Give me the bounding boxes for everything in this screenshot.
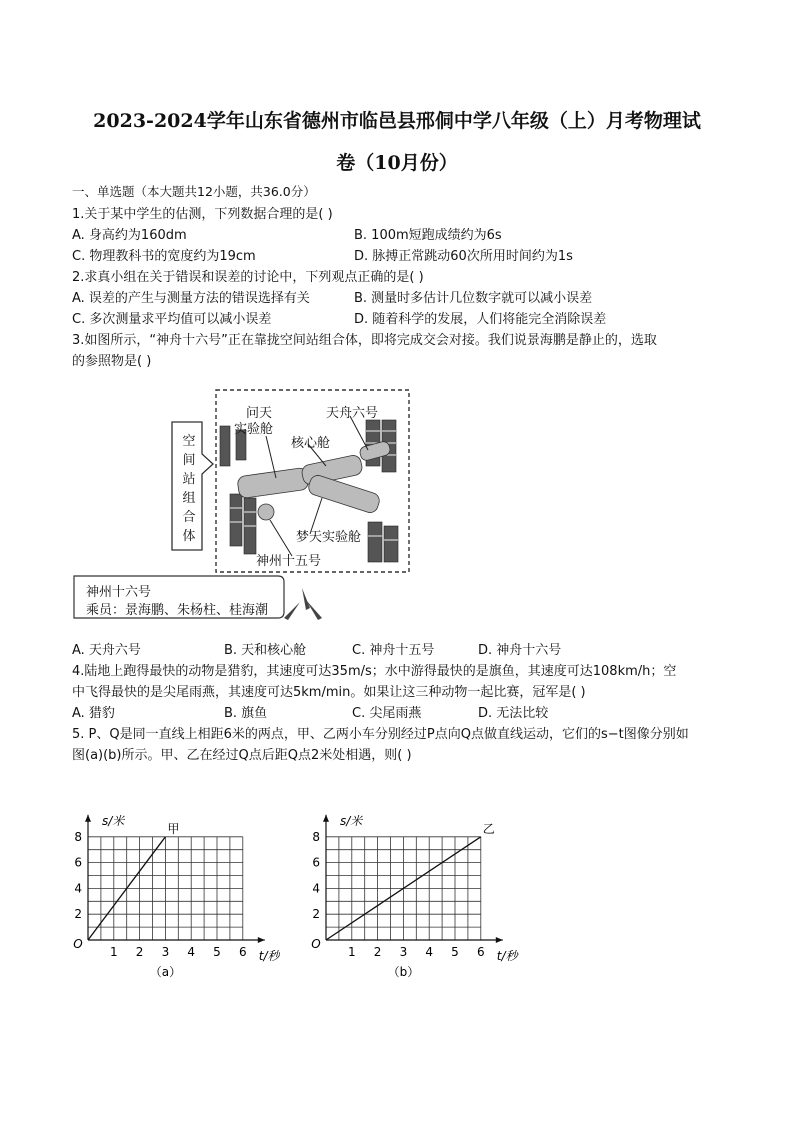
x-axis-label: t/秒	[258, 949, 280, 963]
y-axis-label: s/米	[340, 813, 363, 828]
station-combo-label	[179, 432, 199, 546]
y-axis-arrow	[323, 815, 329, 822]
question-5-stem-continued: 图(a)(b)所示。甲、乙在经过Q点后距Q点2米处相遇，则( )	[72, 748, 412, 763]
y-tick-label: 8	[312, 829, 320, 844]
x-tick-label: 2	[135, 945, 144, 959]
origin-label: O	[311, 937, 321, 951]
y-axis-label: s/米	[102, 813, 125, 828]
origin-label: O	[73, 937, 83, 951]
x-tick-label: 5	[451, 945, 459, 959]
y-tick-label: 4	[74, 881, 82, 896]
page-title: 2023-2024学年山东省德州市临邑县邢侗中学八年级（上）月考物理试	[93, 110, 701, 132]
mengtian-label: 梦天实验舱	[296, 530, 362, 545]
chart-b	[300, 782, 530, 992]
station-label-char: 体	[182, 529, 196, 544]
x-tick-label: 1	[109, 945, 118, 959]
q4-option-a: A. 猎豹	[72, 706, 115, 721]
chart-a	[70, 782, 280, 982]
page-title-continued: 卷（10月份）	[336, 152, 458, 174]
q2-option-d: D. 随着科学的发展，人们将能完全消除误差	[354, 312, 607, 327]
station-label-char: 间	[182, 453, 196, 468]
station-label-char: 空	[182, 434, 196, 449]
y-tick-label: 2	[312, 907, 320, 922]
x-tick-label: 3	[399, 945, 408, 959]
shenzhou16-crew: 乘员：景海鹏、朱杨柱、桂海潮	[86, 603, 269, 618]
q1-option-b: B. 100m短跑成绩约为6s	[354, 228, 502, 243]
shenzhou15-label: 神州十五号	[256, 554, 322, 569]
x-tick-label: 4	[187, 945, 196, 959]
series-label: 甲	[167, 821, 180, 836]
section-header: 一、单选题（本大题共12小题，共36.0分）	[72, 184, 316, 199]
space-station-figure	[70, 386, 415, 626]
q1-option-a: A. 身高约为160dm	[72, 228, 187, 243]
q3-option-b: B. 天和核心舱	[224, 643, 307, 658]
question-4-stem-continued: 中飞得最快的是尖尾雨燕，其速度可达5km/min。如果让这三种动物一起比赛，冠军是( )	[72, 685, 586, 700]
y-tick-label: 6	[74, 855, 82, 870]
q2-option-a: A. 误差的产生与测量方法的错误选择有关	[72, 291, 310, 306]
question-1-stem: 1.关于某中学生的估测，下列数据合理的是( )	[72, 207, 333, 222]
x-tick-label: 6	[238, 945, 247, 959]
series-label: 乙	[482, 821, 495, 836]
chart-caption: （a）	[149, 965, 182, 979]
station-label-char: 组	[182, 491, 196, 506]
wentian-label-2: 实验舱	[234, 422, 274, 437]
question-5-stem: 5. P、Q是同一直线上相距6米的两点，甲、乙两小车分别经过P点向Q点做直线运动，它们的s−t图像分别如	[72, 727, 689, 742]
wentian-label-1: 问天	[246, 406, 273, 421]
x-tick-label: 4	[425, 945, 434, 959]
x-tick-label: 1	[347, 945, 356, 959]
chart-caption: （b）	[387, 965, 420, 979]
q4-option-b: B. 旗鱼	[224, 706, 268, 721]
q4-option-c: C. 尖尾雨燕	[352, 706, 422, 721]
question-3-stem: 3.如图所示，“神舟十六号”正在靠拢空间站组合体，即将完成交会对接。我们说景海鹏是静止的，选取	[72, 333, 657, 348]
shenzhou16-label: 神州十六号	[86, 585, 152, 600]
question-3-stem-continued: 的参照物是( )	[72, 354, 152, 369]
q1-option-d: D. 脉搏正常跳动60次所用时间约为1s	[354, 249, 573, 264]
station-label-char: 合	[182, 510, 196, 525]
question-2-stem: 2.求真小组在关于错误和误差的讨论中，下列观点正确的是( )	[72, 270, 424, 285]
q2-option-c: C. 多次测量求平均值可以减小误差	[72, 312, 272, 327]
x-axis-label: t/秒	[496, 949, 518, 963]
x-axis-arrow	[496, 937, 503, 943]
x-tick-label: 3	[161, 945, 170, 959]
q3-option-c: C. 神舟十五号	[352, 643, 435, 658]
q4-option-d: D. 无法比较	[478, 706, 549, 721]
q1-option-c: C. 物理教科书的宽度约为19cm	[72, 249, 256, 264]
station-label-char: 站	[182, 472, 196, 487]
question-4-stem: 4.陆地上跑得最快的动物是猎豹，其速度可达35m/s；水中游得最快的是旗鱼，其速度可达108km/h；空	[72, 664, 677, 679]
x-tick-label: 6	[476, 945, 485, 959]
y-tick-label: 4	[312, 881, 320, 896]
y-tick-label: 6	[312, 855, 320, 870]
y-tick-label: 2	[74, 907, 82, 922]
x-tick-label: 2	[373, 945, 382, 959]
x-axis-arrow	[258, 937, 265, 943]
core-module-label: 核心舱	[291, 436, 331, 451]
tianzhou-label: 天舟六号	[326, 406, 379, 421]
x-tick-label: 5	[213, 945, 221, 959]
y-axis-arrow	[85, 815, 91, 822]
q3-option-a: A. 天舟六号	[72, 643, 141, 658]
q2-option-b: B. 测量时多估计几位数字就可以减小误差	[354, 291, 593, 306]
y-tick-label: 8	[74, 829, 82, 844]
q3-option-d: D. 神舟十六号	[478, 643, 562, 658]
